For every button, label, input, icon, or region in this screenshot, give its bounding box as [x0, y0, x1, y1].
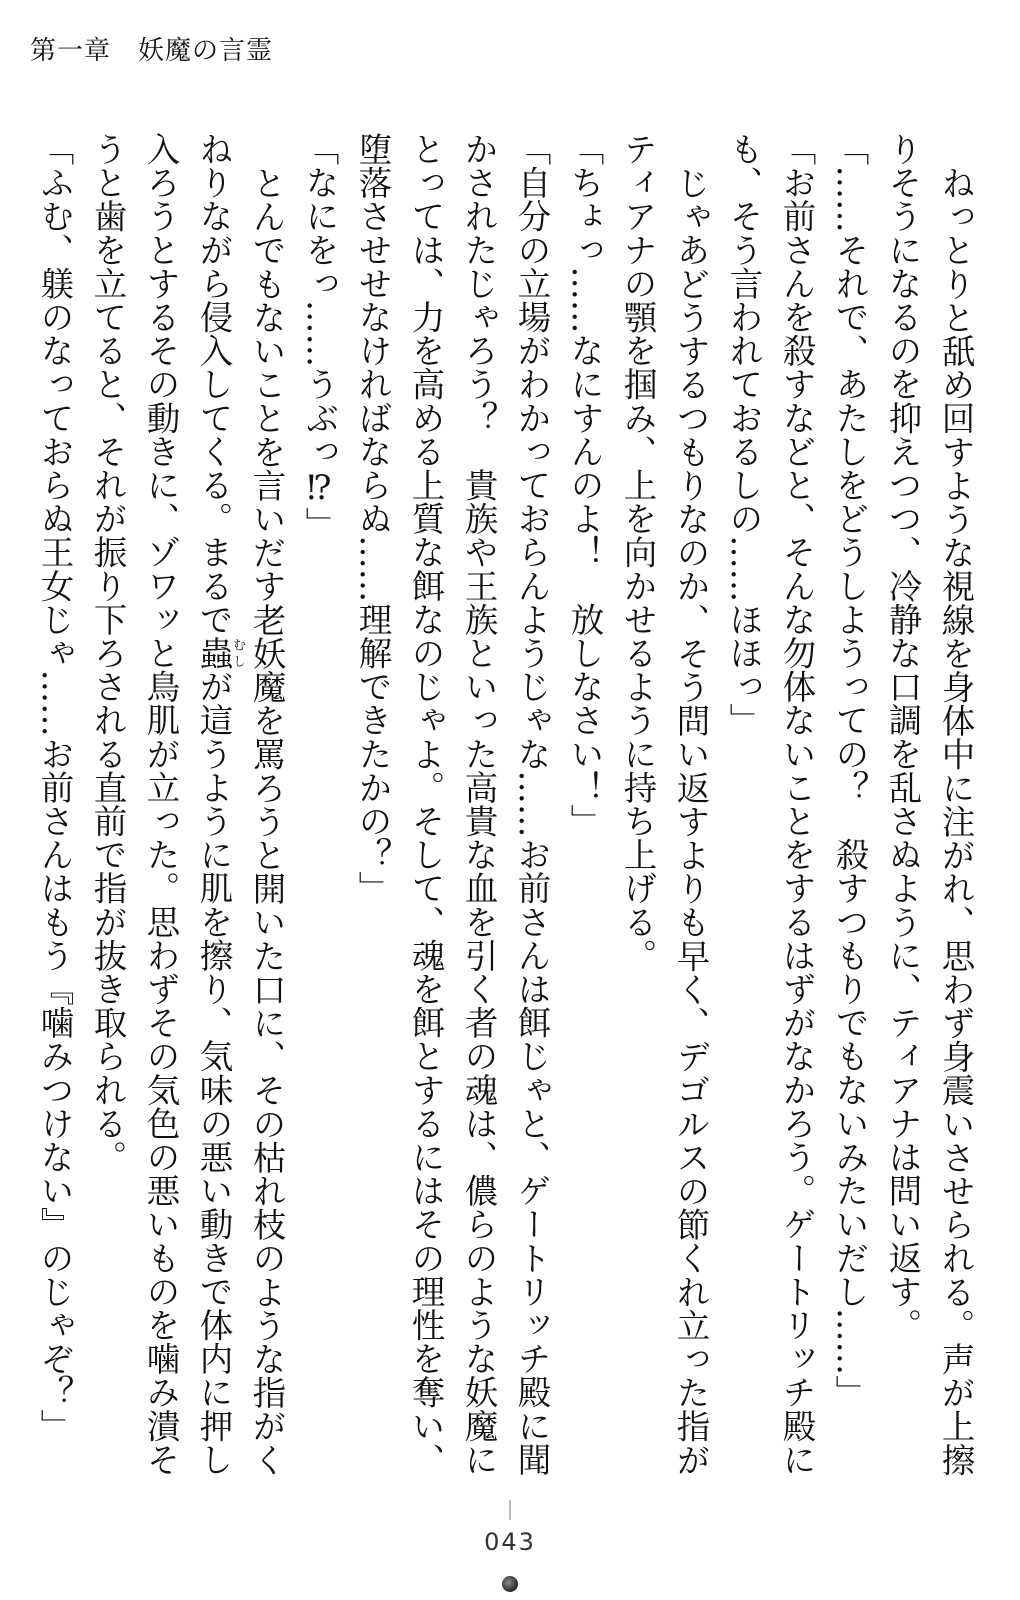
page-ornament-stem	[509, 1500, 511, 1520]
paragraph: 「自分の立場がわかっておらんようじゃな……お前さんは餌じゃと、ゲートリッチ殿に聞かされたじゃろう？ 貴族や王族といった高貴な血を引く者の魂は、儂らのような妖魔にとっては、力を高める上質な餌なのじゃよ。そして、魂を餌とするにはその理性を奪い、堕落させせなければならぬ……理解できたかの？」	[353, 132, 551, 1476]
paragraph: 「ふむ、躾のなっておらぬ王女じゃ……お前さんはもう『噛みつけない』のじゃぞ？」	[35, 132, 74, 1443]
ruby-reading: むし	[230, 636, 245, 670]
paragraph: ねっとりと舐め回すような視線を身体中に注がれ、思わず身震いさせられる。声が上擦りそうになるのを抑えつつ、冷静な口調を乱さぬように、ティアナは問い返す。	[883, 132, 975, 1476]
paragraph-with-ruby: とんでもないことを言いだす老妖魔を罵ろうと開いた口に、その枯れ枝のような指がくねりながら侵入してくる。まるで蟲むしが這うように肌を擦り、気味の悪い動きで体内に押し入ろうとするその動きに、ゾワッと鳥肌が立った。思わずその気色の悪いものを噛み潰そうと歯を立てると、それが振り下ろされる直前で指が抜き取られる。	[88, 132, 286, 1477]
body-text	[32, 132, 982, 1482]
running-head: 第一章 妖魔の言霊	[30, 36, 274, 66]
paragraph: 「なにをっ……うぶっ⁉」	[300, 132, 339, 541]
paragraph: 「ちょっ……なにすんのよ！ 放しなさい！」	[565, 132, 604, 838]
ruby-annotation: 蟲むし	[194, 636, 245, 670]
paragraph: じゃあどうするつもりなのか、そう問い返すよりも早く、デゴルスの節くれ立った指がティアナの顎を掴み、上を向かせるように持ち上げる。	[618, 132, 710, 1476]
paragraph: 「お前さんを殺すなどと、そんな勿体ないことをするはずがなかろう。ゲートリッチ殿にも、そう言われておるしの……ほほっ」	[724, 132, 816, 1476]
paragraph: 「……それで、あたしをどうしようっての？ 殺すつもりでもないみたいだし……」	[830, 132, 869, 1409]
page-ornament-icon	[502, 1576, 518, 1592]
page-number: 043	[484, 1528, 536, 1556]
